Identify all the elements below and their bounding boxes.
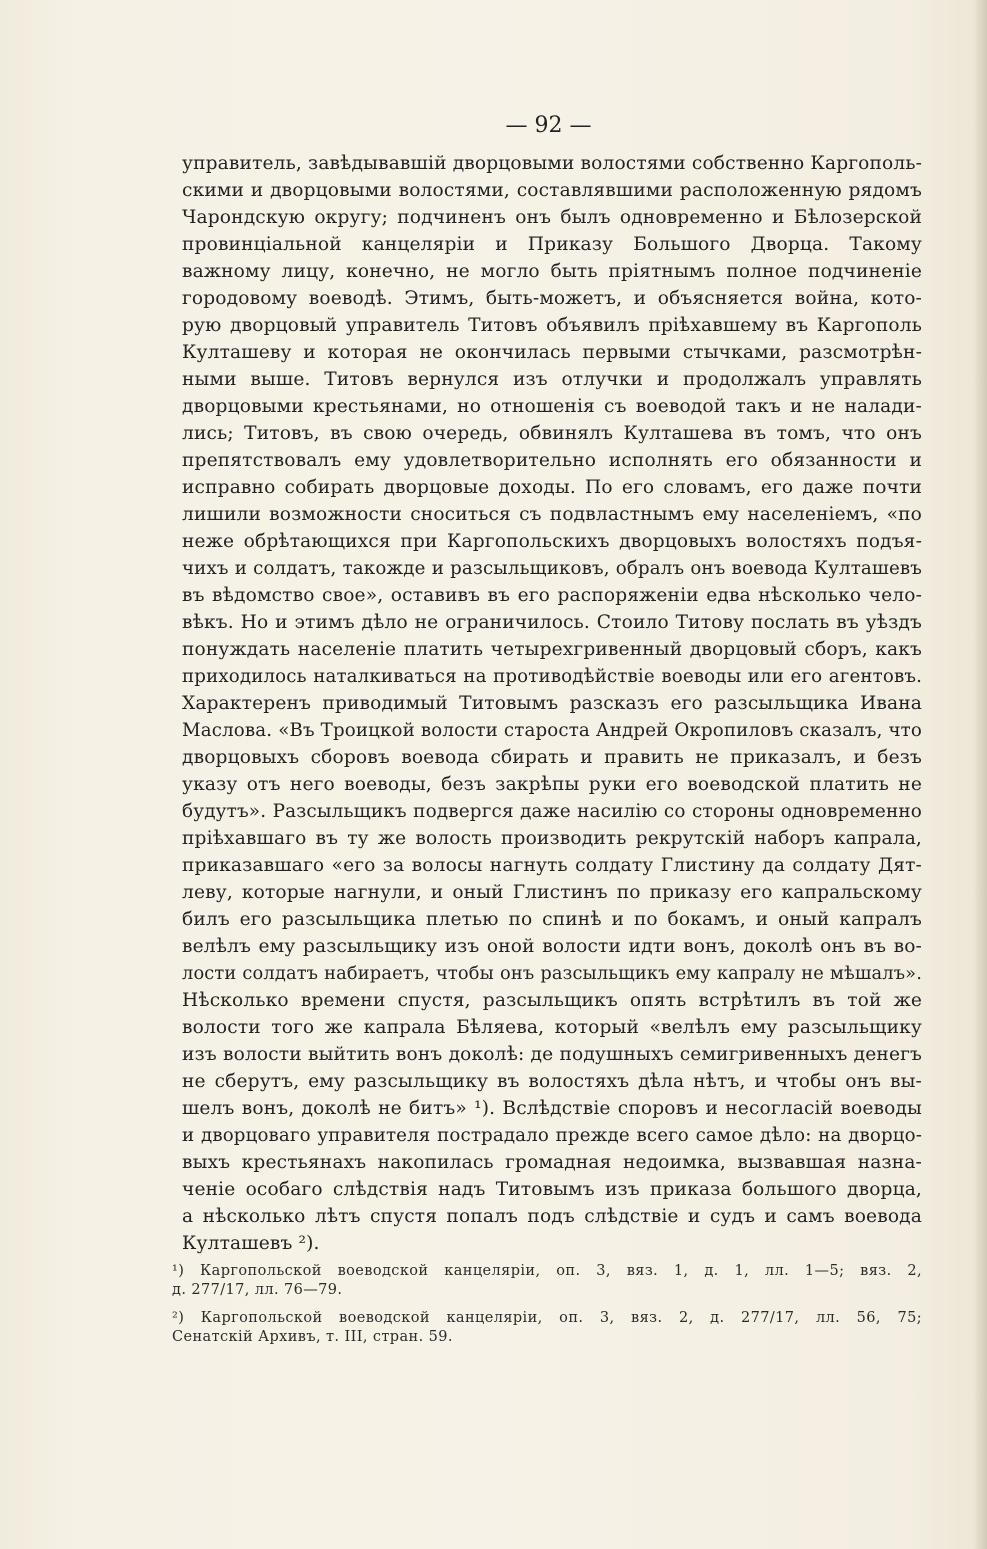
- text-line: указу отъ него воеводы, безъ закрѣпы руки его воеводской платить не: [182, 774, 922, 795]
- text-line: велѣлъ ему разсыльщику изъ оной волости идти вонъ, доколѣ онъ въ во-: [182, 936, 922, 957]
- footnote-1: [172, 1262, 922, 1300]
- page-edge-shadow: [973, 0, 987, 1549]
- text-line: дворцовыхъ сборовъ воевода сбирать и править не приказалъ, и безъ: [182, 747, 922, 768]
- text-line: въ вѣдомство свое», оставивъ въ его распоряженіи едва нѣсколько чело-: [182, 585, 922, 606]
- text-line: а нѣсколько лѣтъ спустя попалъ подъ слѣдствіе и судъ и самъ воевода: [182, 1206, 922, 1227]
- text-line: дворцовыми крестьянами, но отношенія съ воеводой такъ и не налади-: [182, 396, 922, 417]
- main-text: [182, 150, 922, 1257]
- footnote-gap: [172, 1300, 922, 1309]
- text-line: лись; Титовъ, въ свою очередь, обвинялъ Култашева въ томъ, что онъ: [182, 423, 922, 444]
- text-line: вѣкъ. Но и этимъ дѣло не ограничилось. Стоило Титову послать въ уѣздъ: [182, 612, 922, 633]
- text-line: не сберутъ, ему разсыльщику въ волостяхъ дѣла нѣтъ, и чтобы онъ вы-: [182, 1071, 922, 1092]
- text-line: препятствовалъ ему удовлетворительно исполнять его обязанности и: [182, 450, 922, 471]
- text-line: изъ волости выйтить вонъ доколѣ: де подушныхъ семигривенныхъ денегъ: [182, 1044, 922, 1065]
- text-line: ными выше. Титовъ вернулся изъ отлучки и продолжалъ управлять: [182, 369, 922, 390]
- text-line: управитель, завѣдывавшій дворцовыми волостями собственно Каргополь-: [182, 153, 923, 174]
- text-line: важному лицу, конечно, не могло быть пріятнымъ полное подчиненіе: [182, 261, 922, 282]
- page-number: — 92 —: [505, 113, 592, 138]
- footnote-line: ²) Каргопольской воеводской канцеляріи, оп. 3, вяз. 2, д. 277/17, лл. 56, 75;: [172, 1310, 922, 1326]
- text-line: ченіе особаго слѣдствія надъ Титовымъ изъ приказа большого дворца,: [182, 1179, 922, 1200]
- text-line: Чарондскую округу; подчиненъ онъ былъ одновременно и Бѣлозерской: [182, 207, 922, 228]
- text-line: будутъ». Разсыльщикъ подвергся даже насилію со стороны одновременно: [182, 801, 922, 822]
- text-line: лости солдатъ набираетъ, чтобы онъ разсыльщикъ ему капралу не мѣшалъ».: [182, 963, 922, 984]
- text-line: неже обрѣтающихся при Каргопольскихъ дворцовыхъ волостяхъ подъя-: [182, 531, 922, 552]
- text-line: Маслова. «Въ Троицкой волости староста Андрей Окропиловъ сказалъ, что: [182, 720, 922, 741]
- text-line: приходилось наталкиваться на противодѣйствіе воеводы или его агентовъ.: [182, 666, 922, 687]
- text-line: волости того же капрала Бѣляева, который «велѣлъ ему разсыльщику: [182, 1017, 922, 1038]
- text-line: выхъ крестьянахъ накопилась громадная недоимка, вызвавшая назна-: [182, 1152, 922, 1173]
- text-line: городовому воеводѣ. Этимъ, быть-можетъ, и объясняется война, кото-: [182, 288, 922, 309]
- text-line: и дворцоваго управителя пострадало прежде всего самое дѣло: на дворцо-: [182, 1125, 922, 1146]
- text-line: провинціальной канцеляріи и Приказу Большого Дворца. Такому: [182, 234, 922, 255]
- footnote-line: Сенатскій Архивъ, т. III, стран. 59.: [172, 1329, 453, 1345]
- text-line: Култашевъ ²).: [182, 1233, 320, 1254]
- text-line: рую дворцовый управитель Титовъ объявилъ пріѣхавшему въ Каргополь: [182, 315, 922, 336]
- text-line: леву, которые нагнули, и оный Глистинъ по приказу его капральскому: [182, 882, 922, 903]
- text-line: Култашеву и которая не окончилась первыми стычками, разсмотрѣн-: [182, 342, 922, 363]
- text-line: лишили возможности сноситься съ подвластнымъ ему населеніемъ, «по: [182, 504, 922, 525]
- text-line: пріѣхавшаго въ ту же волость производить рекрутскій наборъ капрала,: [182, 828, 922, 849]
- text-line: понуждать населеніе платить четырехгривенный дворцовый сборъ, какъ: [182, 639, 922, 660]
- footnotes: [172, 1262, 922, 1347]
- text-line: приказавшаго «его за волосы нагнуть солдату Глистину да солдату Дят-: [182, 855, 922, 876]
- text-line: Нѣсколько времени спустя, разсыльщикъ опять встрѣтилъ въ той же: [182, 990, 922, 1011]
- text-line: билъ его разсыльщика плетью по спинѣ и по бокамъ, и оный капралъ: [182, 909, 922, 930]
- text-line: Характеренъ приводимый Титовымъ разсказъ его разсыльщика Ивана: [182, 693, 922, 714]
- text-line: чихъ и солдатъ, такожде и разсыльщиковъ, обралъ онъ воевода Култашевъ: [182, 558, 922, 579]
- text-line: исправно собирать дворцовые доходы. По его словамъ, его даже почти: [182, 477, 922, 498]
- text-line: шелъ вонъ, доколѣ не битъ» ¹). Вслѣдствіе споровъ и несогласій воеводы: [182, 1098, 922, 1119]
- footnote-2: [172, 1309, 922, 1347]
- footnote-line: ¹) Каргопольской воеводской канцеляріи, оп. 3, вяз. 1, д. 1, лл. 1—5; вяз. 2,: [172, 1263, 922, 1279]
- footnote-line: д. 277/17, лл. 76—79.: [172, 1282, 343, 1298]
- text-line: скими и дворцовыми волостями, составлявшими расположенную рядомъ: [182, 180, 922, 201]
